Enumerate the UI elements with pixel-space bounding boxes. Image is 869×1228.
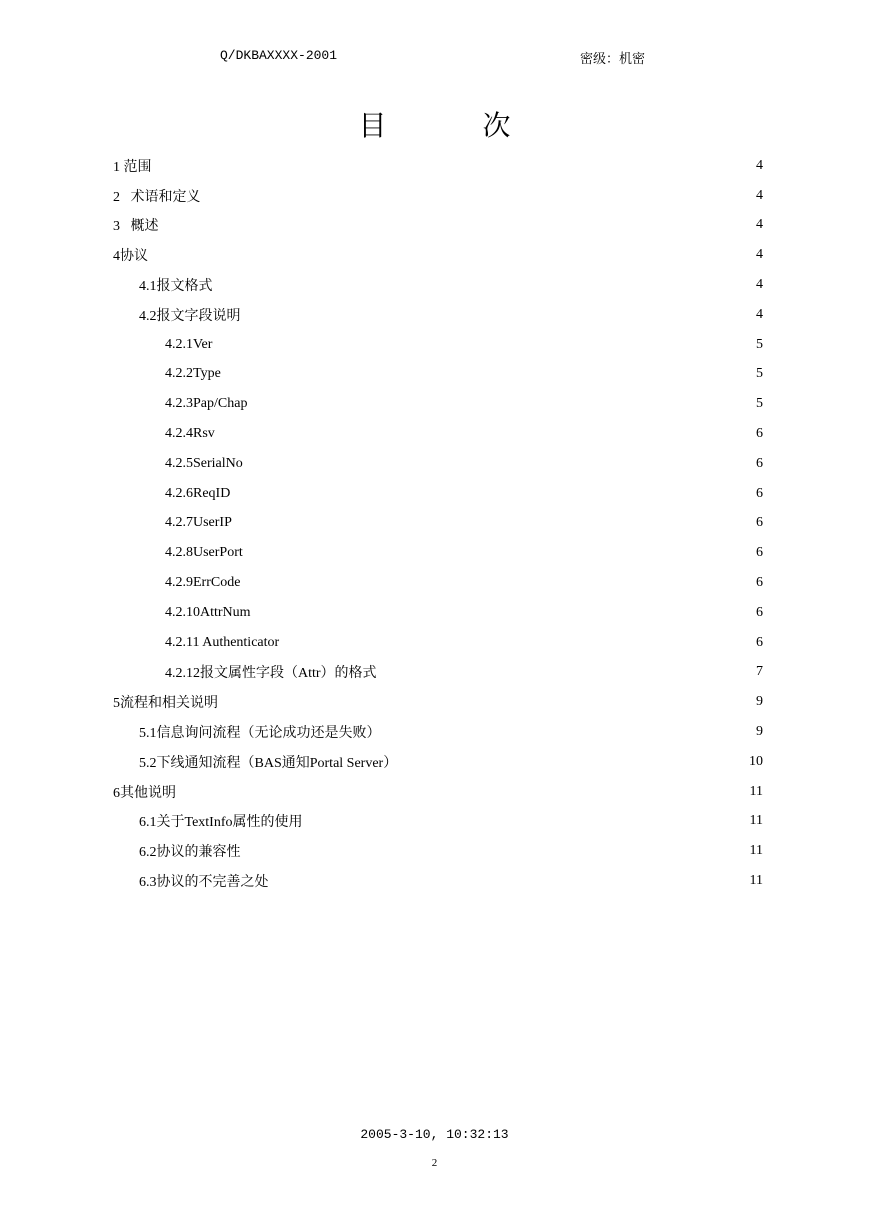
toc-entry-page: 6 [756, 515, 763, 531]
page-title [0, 104, 869, 144]
toc-entry-label: 4.2.9ErrCode [165, 575, 241, 591]
footer-datetime: 2005-3-10, 10:32:13 [360, 1127, 509, 1142]
toc-entry-page: 9 [756, 694, 763, 710]
toc-entry[interactable] [113, 687, 763, 717]
toc-entry[interactable] [113, 449, 763, 479]
toc-entry[interactable] [113, 270, 763, 300]
toc-entry[interactable] [113, 300, 763, 330]
toc-entry[interactable] [113, 747, 763, 777]
toc-entry-label: 4.2.2Type [165, 366, 221, 382]
toc-entry-label: 4.2.5SerialNo [165, 455, 243, 471]
toc-entry-label: 4.2.12报文属性字段（Attr）的格式 [165, 666, 377, 682]
toc-entry-label: 4.2.4Rsv [165, 426, 215, 442]
toc-entry[interactable] [113, 807, 763, 837]
toc-entry-page: 6 [756, 426, 763, 442]
toc-entry-page: 5 [756, 366, 763, 382]
toc-entry[interactable] [113, 389, 763, 419]
toc-entry-page: 6 [756, 545, 763, 561]
toc-entry[interactable] [113, 211, 763, 241]
header-doc-code: Q/DKBAXXXX-2001 [220, 48, 338, 63]
footer-page-number: 2 [431, 1157, 438, 1169]
toc-entry-page: 11 [749, 783, 763, 799]
toc-entry-label: 4.2.10AttrNum [165, 604, 251, 620]
toc-entry-label: 5流程和相关说明 [113, 696, 218, 712]
toc-entry-label: 6.3协议的不完善之处 [139, 875, 269, 891]
toc-entry-page: 6 [756, 455, 763, 471]
toc-entry-page: 4 [756, 247, 763, 263]
toc-entry-label: 6.1关于TextInfo属性的使用 [139, 815, 303, 831]
toc-entry-label: 4.2.7UserIP [165, 515, 232, 531]
toc-entry-label: 4.2.8UserPort [165, 545, 243, 561]
title-part-1: 目 [358, 109, 387, 142]
toc-entry-label: 6.2协议的兼容性 [139, 845, 241, 861]
toc-entry-page: 4 [756, 157, 763, 173]
toc-entry-page: 4 [756, 277, 763, 293]
toc-entry-label: 4.2.6ReqID [165, 485, 231, 501]
toc-entry-label: 4.2.3Pap/Chap [165, 396, 248, 412]
toc-entry[interactable] [113, 777, 763, 807]
toc-entry-page: 5 [756, 396, 763, 412]
toc-entry[interactable] [113, 240, 763, 270]
toc-entry-page: 11 [749, 813, 763, 829]
toc-entry-label: 4.2.1Ver [165, 336, 213, 352]
toc-entry[interactable] [113, 360, 763, 390]
toc-entry-page: 6 [756, 604, 763, 620]
toc-entry[interactable] [113, 628, 763, 658]
toc-entry[interactable] [113, 836, 763, 866]
toc-entry[interactable] [113, 330, 763, 360]
toc-entry-page: 6 [756, 575, 763, 591]
header-classification: 密级：机密 [580, 52, 646, 67]
toc-entry-page: 11 [749, 843, 763, 859]
toc-entry-page: 4 [756, 306, 763, 322]
toc-entry-page: 4 [756, 187, 763, 203]
toc-entry-label: 4.2报文字段说明 [139, 308, 241, 324]
toc-entry-label: 1 范围 [113, 159, 152, 175]
toc-entry[interactable] [113, 717, 763, 747]
toc-entry-page: 10 [749, 753, 763, 769]
toc-entry[interactable] [113, 509, 763, 539]
toc-entry[interactable] [113, 658, 763, 688]
toc-entry-page: 9 [756, 724, 763, 740]
toc-entry[interactable] [113, 538, 763, 568]
title-part-2: 次 [482, 109, 511, 142]
toc-entry[interactable] [113, 181, 763, 211]
toc-entry[interactable] [113, 419, 763, 449]
toc-entry-label: 5.2下线通知流程（BAS通知Portal Server） [139, 755, 398, 771]
toc-entry-page: 5 [756, 336, 763, 352]
table-of-contents [113, 151, 763, 896]
toc-entry-page: 11 [749, 873, 763, 889]
toc-entry-label: 4.1报文格式 [139, 279, 213, 295]
toc-entry-label: 2 术语和定义 [113, 189, 201, 205]
toc-entry-label: 4.2.11 Authenticator [165, 634, 280, 650]
toc-entry-label: 5.1信息询问流程（无论成功还是失败） [139, 726, 381, 742]
toc-entry-page: 4 [756, 217, 763, 233]
toc-entry[interactable] [113, 568, 763, 598]
toc-entry[interactable] [113, 151, 763, 181]
toc-entry-label: 4协议 [113, 249, 148, 265]
toc-entry[interactable] [113, 866, 763, 896]
toc-entry-page: 6 [756, 485, 763, 501]
toc-entry[interactable] [113, 479, 763, 509]
toc-entry-page: 7 [756, 664, 763, 680]
toc-entry-label: 6其他说明 [113, 785, 176, 801]
toc-entry-page: 6 [756, 634, 763, 650]
toc-entry-label: 3 概述 [113, 219, 159, 235]
toc-entry[interactable] [113, 598, 763, 628]
